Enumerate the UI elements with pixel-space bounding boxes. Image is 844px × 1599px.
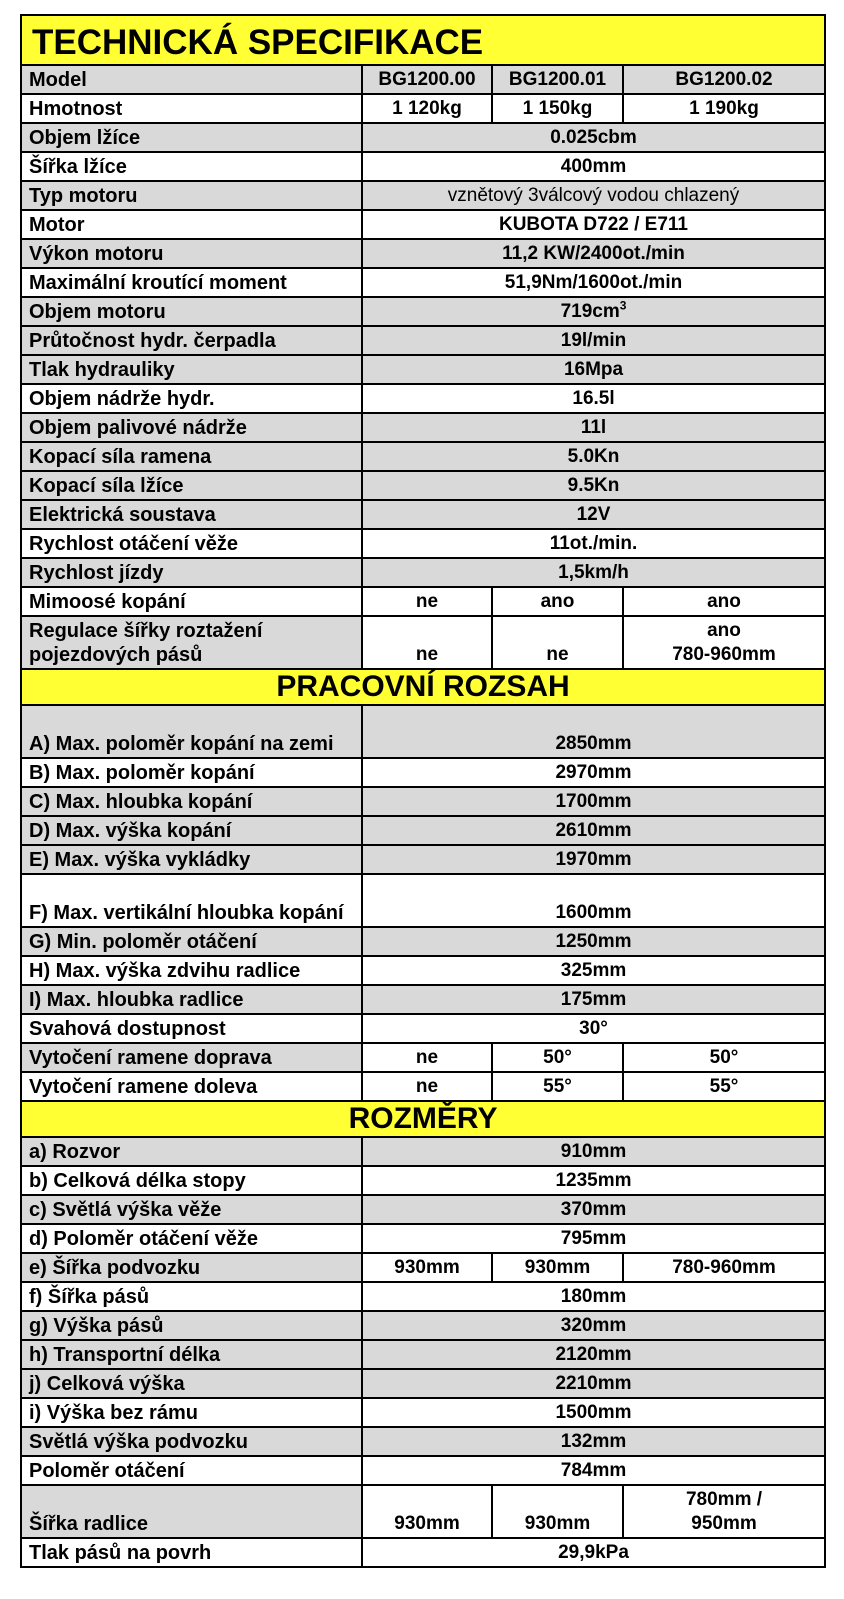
row-label: a) Rozvor <box>21 1137 362 1166</box>
row-label: Objem motoru <box>21 297 362 326</box>
section-row <box>21 669 825 705</box>
table-row <box>21 927 825 956</box>
row-label: Světlá výška podvozku <box>21 1427 362 1456</box>
row-label: H) Max. výška zdvihu radlice <box>21 956 362 985</box>
table-row <box>21 1485 825 1538</box>
table-row <box>21 326 825 355</box>
table-row <box>21 1253 825 1282</box>
table-row <box>21 1340 825 1369</box>
table-row <box>21 758 825 787</box>
row-value: 9.5Kn <box>362 471 825 500</box>
table-row <box>21 1369 825 1398</box>
row-value: ano <box>492 587 623 616</box>
row-value: 132mm <box>362 1427 825 1456</box>
row-value: 1,5km/h <box>362 558 825 587</box>
row-label: Šířka radlice <box>21 1485 362 1538</box>
model-label: Model <box>21 65 362 94</box>
table-row <box>21 845 825 874</box>
row-label: C) Max. hloubka kopání <box>21 787 362 816</box>
row-label: e) Šířka podvozku <box>21 1253 362 1282</box>
row-label: Maximální kroutící moment <box>21 268 362 297</box>
row-label: Výkon motoru <box>21 239 362 268</box>
row-value: vznětový 3válcový vodou chlazený <box>362 181 825 210</box>
row-label: g) Výška pásů <box>21 1311 362 1340</box>
row-value: 12V <box>362 500 825 529</box>
row-value: 1 120kg <box>362 94 492 123</box>
row-value: 55° <box>623 1072 825 1101</box>
row-label: Motor <box>21 210 362 239</box>
row-value: 930mm <box>362 1253 492 1282</box>
row-label: c) Světlá výška věže <box>21 1195 362 1224</box>
table-row <box>21 529 825 558</box>
row-value: 55° <box>492 1072 623 1101</box>
table-row <box>21 1043 825 1072</box>
row-value: ne <box>362 1043 492 1072</box>
table-row <box>21 471 825 500</box>
table-row <box>21 1398 825 1427</box>
row-value: 2970mm <box>362 758 825 787</box>
row-label: Mimoosé kopání <box>21 587 362 616</box>
row-value: 180mm <box>362 1282 825 1311</box>
table-row <box>21 500 825 529</box>
model-name: BG1200.00 <box>362 65 492 94</box>
row-label: f) Šířka pásů <box>21 1282 362 1311</box>
section-heading: PRACOVNÍ ROZSAH <box>21 669 825 705</box>
table-row <box>21 1282 825 1311</box>
row-label: Poloměr otáčení <box>21 1456 362 1485</box>
row-value: 930mm <box>492 1485 623 1538</box>
row-value: 51,9Nm/1600ot./min <box>362 268 825 297</box>
superscript: 3 <box>619 298 627 313</box>
row-label: Regulace šířky roztažení pojezdových pásů <box>21 616 362 669</box>
table-row <box>21 1224 825 1253</box>
table-row <box>21 181 825 210</box>
row-value: 2210mm <box>362 1369 825 1398</box>
row-value: ne <box>362 616 492 669</box>
row-value: 1500mm <box>362 1398 825 1427</box>
row-value: 320mm <box>362 1311 825 1340</box>
row-value: ano <box>623 587 825 616</box>
row-value: 1600mm <box>362 874 825 927</box>
row-label: Vytočení ramene doleva <box>21 1072 362 1101</box>
row-label: Průtočnost hydr. čerpadla <box>21 326 362 355</box>
row-value: 325mm <box>362 956 825 985</box>
row-value: 780mm / 950mm <box>623 1485 825 1538</box>
table-row <box>21 985 825 1014</box>
row-value: 2120mm <box>362 1340 825 1369</box>
row-value: 1970mm <box>362 845 825 874</box>
table-row <box>21 705 825 758</box>
row-label: Svahová dostupnost <box>21 1014 362 1043</box>
table-row <box>21 587 825 616</box>
row-label: I) Max. hloubka radlice <box>21 985 362 1014</box>
table-row <box>21 297 825 326</box>
table-row <box>21 616 825 669</box>
row-value: ano 780-960mm <box>623 616 825 669</box>
model-header-row <box>21 65 825 94</box>
table-row <box>21 1427 825 1456</box>
row-value: 1700mm <box>362 787 825 816</box>
page-title: TECHNICKÁ SPECIFIKACE <box>21 15 825 65</box>
row-value: 1 190kg <box>623 94 825 123</box>
spec-table <box>20 14 826 1568</box>
row-value: 910mm <box>362 1137 825 1166</box>
row-label: Šířka lžíce <box>21 152 362 181</box>
row-value: 11l <box>362 413 825 442</box>
table-row <box>21 442 825 471</box>
table-row <box>21 355 825 384</box>
row-label: E) Max. výška vykládky <box>21 845 362 874</box>
row-label: h) Transportní délka <box>21 1340 362 1369</box>
row-value: 5.0Kn <box>362 442 825 471</box>
table-row <box>21 152 825 181</box>
row-value: 30° <box>362 1014 825 1043</box>
table-row <box>21 874 825 927</box>
row-label: Vytočení ramene doprava <box>21 1043 362 1072</box>
row-value: 1250mm <box>362 927 825 956</box>
table-row <box>21 1072 825 1101</box>
row-value: 795mm <box>362 1224 825 1253</box>
row-value: 11,2 KW/2400ot./min <box>362 239 825 268</box>
model-name: BG1200.01 <box>492 65 623 94</box>
row-label: Elektrická soustava <box>21 500 362 529</box>
row-value: ne <box>492 616 623 669</box>
row-value: 16.5l <box>362 384 825 413</box>
table-row <box>21 1456 825 1485</box>
row-label: Kopací síla lžíce <box>21 471 362 500</box>
row-value: 780-960mm <box>623 1253 825 1282</box>
row-value: ne <box>362 1072 492 1101</box>
row-label: Typ motoru <box>21 181 362 210</box>
row-value: 400mm <box>362 152 825 181</box>
row-value: $719cm^3$ <box>362 297 825 326</box>
table-row <box>21 1014 825 1043</box>
row-value: 2610mm <box>362 816 825 845</box>
row-label: Objem nádrže hydr. <box>21 384 362 413</box>
row-value: 370mm <box>362 1195 825 1224</box>
table-row <box>21 384 825 413</box>
row-label: j) Celková výška <box>21 1369 362 1398</box>
table-row <box>21 816 825 845</box>
row-value: KUBOTA D722 / E711 <box>362 210 825 239</box>
row-label: b) Celková délka stopy <box>21 1166 362 1195</box>
row-label: B) Max. poloměr kopání <box>21 758 362 787</box>
model-name: BG1200.02 <box>623 65 825 94</box>
title-row <box>21 15 825 65</box>
table-row <box>21 1195 825 1224</box>
table-row <box>21 956 825 985</box>
table-row <box>21 1538 825 1567</box>
table-row <box>21 1166 825 1195</box>
row-label: A) Max. poloměr kopání na zemi <box>21 705 362 758</box>
row-value: 16Mpa <box>362 355 825 384</box>
table-row <box>21 787 825 816</box>
row-label: Rychlost otáčení věže <box>21 529 362 558</box>
row-value: 50° <box>623 1043 825 1072</box>
row-label: G) Min. poloměr otáčení <box>21 927 362 956</box>
row-value: 175mm <box>362 985 825 1014</box>
table-row <box>21 413 825 442</box>
row-label: F) Max. vertikální hloubka kopání <box>21 874 362 927</box>
row-value: 0.025cbm <box>362 123 825 152</box>
row-label: i) Výška bez rámu <box>21 1398 362 1427</box>
row-value: 1 150kg <box>492 94 623 123</box>
table-row <box>21 94 825 123</box>
row-value: 784mm <box>362 1456 825 1485</box>
section-row <box>21 1101 825 1137</box>
row-label: Objem palivové nádrže <box>21 413 362 442</box>
row-value: 930mm <box>492 1253 623 1282</box>
row-label: Rychlost jízdy <box>21 558 362 587</box>
row-label: Objem lžíce <box>21 123 362 152</box>
row-value: 11ot./min. <box>362 529 825 558</box>
row-value: 29,9kPa <box>362 1538 825 1567</box>
row-value: 1235mm <box>362 1166 825 1195</box>
table-row <box>21 210 825 239</box>
table-row <box>21 268 825 297</box>
table-row <box>21 239 825 268</box>
spec-sheet <box>20 14 824 1568</box>
row-label: Tlak hydrauliky <box>21 355 362 384</box>
table-row <box>21 1137 825 1166</box>
row-label: Hmotnost <box>21 94 362 123</box>
row-label: d) Poloměr otáčení věže <box>21 1224 362 1253</box>
row-value: 930mm <box>362 1485 492 1538</box>
row-value: ne <box>362 587 492 616</box>
row-value: 50° <box>492 1043 623 1072</box>
table-row <box>21 1311 825 1340</box>
row-label: Kopací síla ramena <box>21 442 362 471</box>
table-row <box>21 123 825 152</box>
table-row <box>21 558 825 587</box>
section-heading: ROZMĚRY <box>21 1101 825 1137</box>
row-value: 2850mm <box>362 705 825 758</box>
row-label: Tlak pásů na povrh <box>21 1538 362 1567</box>
row-label: D) Max. výška kopání <box>21 816 362 845</box>
row-value: 19l/min <box>362 326 825 355</box>
